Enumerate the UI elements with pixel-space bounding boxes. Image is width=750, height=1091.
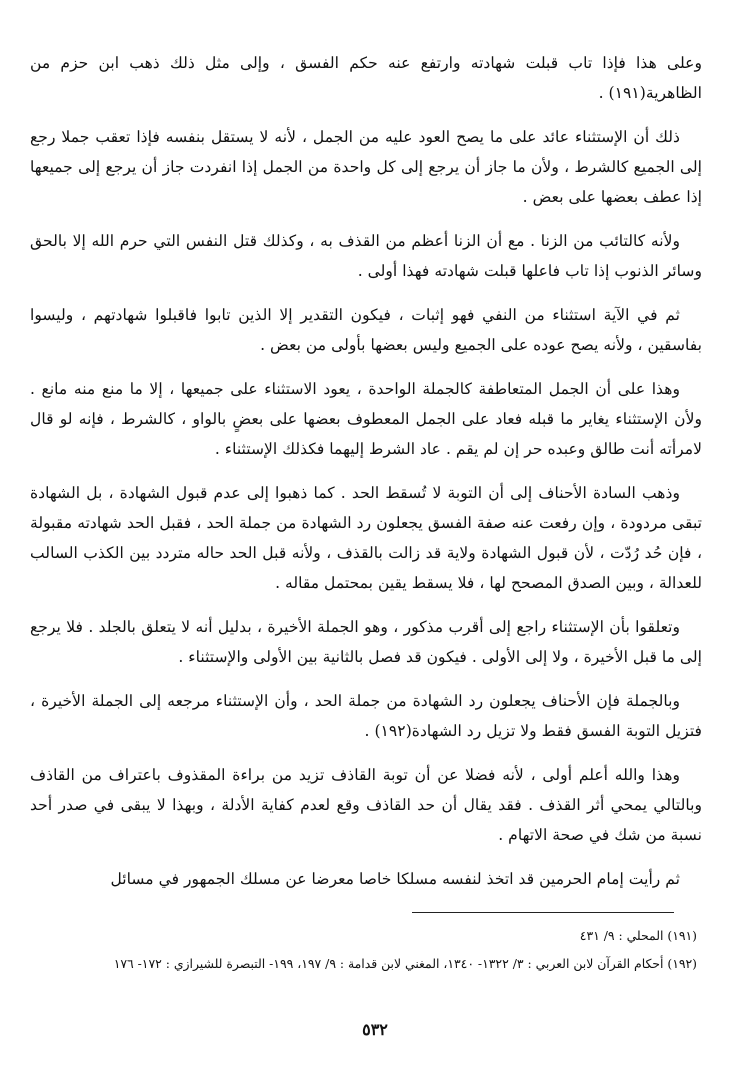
paragraph: وتعلقوا بأن الإستثناء راجع إلى أقرب مذكور ، وهو الجملة الأخيرة ، بدليل أنه لا يتعلق بالجلد . فلا يرجع إلى ما قبل الأخيرة ، ولا إلى الأولى . فيكون قد فصل بالثانية بين الأولى والإستثناء . xyxy=(30,618,702,666)
paragraph: وعلى هذا فإذا تاب قبلت شهادته وارتفع عنه حكم الفسق ، وإلى مثل ذلك ذهب ابن حزم من الظاهرية(١٩١) . xyxy=(30,54,702,102)
paragraph: وهذا والله أعلم أولى ، لأنه فضلا عن أن توبة القاذف تزيد من براءة المقذوف باعتراف من القاذف وبالتالي يمحي أثر القذف . فقد يقال أن حد القاذف وقع لعدم كفاية الأدلة ، وبهذا لا يبقى في صدر أحد نسبة من شك في صحة الاتهام . xyxy=(30,766,702,844)
footnote: (١٩٢) أحكام القرآن لابن العربي : ٣/ ١٣٢٢- ١٣٤٠، المغني لابن قدامة : ٩/ ١٩٧، ١٩٩- التبصرة للشيرازي : ١٧٢- ١٧٦ xyxy=(113,956,697,971)
footnote-separator xyxy=(412,912,674,913)
paragraph: وبالجملة فإن الأحناف يجعلون رد الشهادة من جملة الحد ، وأن الإستثناء مرجعه إلى الجملة الأخيرة ، فتزيل التوبة الفسق فقط ولا تزيل رد الشهادة(١٩٢) . xyxy=(30,692,702,740)
page-number: ٥٣٢ xyxy=(362,1020,388,1039)
paragraph: ثم في الآية استثناء من النفي فهو إثبات ، فيكون التقدير إلا الذين تابوا فاقبلوا شهادتهم ، وليسوا بفاسقين ، ولأنه يصح عوده على الجميع وليس بعضها بأولى من بعض . xyxy=(30,306,702,354)
paragraph: وذهب السادة الأحناف إلى أن التوبة لا تُسقط الحد . كما ذهبوا إلى عدم قبول الشهادة ، بل الشهادة تبقى مردودة ، وإن رفعت عنه صفة الفسق يجعلون رد الشهادة من جملة الحد ، فقبل الحد شهادته مقبولة ، فإن حُد رُدّت ، لأن قبول الشهادة ولاية قد زالت بالقذف ، ولأنه قبل الحد حاله متردد بين الكذب السالب للعدالة ، وبين الصدق المصحح لها ، فلا يسقط يقين بمحتمل مقاله . xyxy=(30,484,702,592)
paragraph: وهذا على أن الجمل المتعاطفة كالجملة الواحدة ، يعود الاستثناء على جميعها ، إلا ما منع منه مانع . ولأن الإستثناء يغاير ما قبله فعاد على الجمل المعطوف بعضها على بعضٍ بالواو ، كالشرط ، فإنه لو قال لامرأته أنت طالق وعبده حر إن لم يقم . عاد الشرط إليهما فكذلك الإستثناء . xyxy=(30,380,702,458)
paragraph: ذلك أن الإستثناء عائد على ما يصح العود عليه من الجمل ، لأنه لا يستقل بنفسه فإذا تعقب جملا رجع إلى الجميع كالشرط ، ولأن ما جاز أن يرجع إلى كل واحدة من الجمل إذا انفردت جاز أن يرجع إلى جميعها إذا عطف بعضها على بعض . xyxy=(30,128,702,206)
paragraph: ولأنه كالتائب من الزنا . مع أن الزنا أعظم من القذف به ، وكذلك قتل النفس التي حرم الله إلا بالحق وسائر الذنوب إذا تاب فاعلها قبلت شهادته فهذا أولى . xyxy=(30,232,702,280)
footnotes xyxy=(45,924,697,980)
paragraph: ثم رأيت إمام الحرمين قد اتخذ لنفسه مسلكا خاصا معرضا عن مسلك الجمهور في مسائل xyxy=(110,870,680,888)
main-text xyxy=(30,48,702,908)
footnote: (١٩١) المحلي : ٩/ ٤٣١ xyxy=(579,928,697,943)
